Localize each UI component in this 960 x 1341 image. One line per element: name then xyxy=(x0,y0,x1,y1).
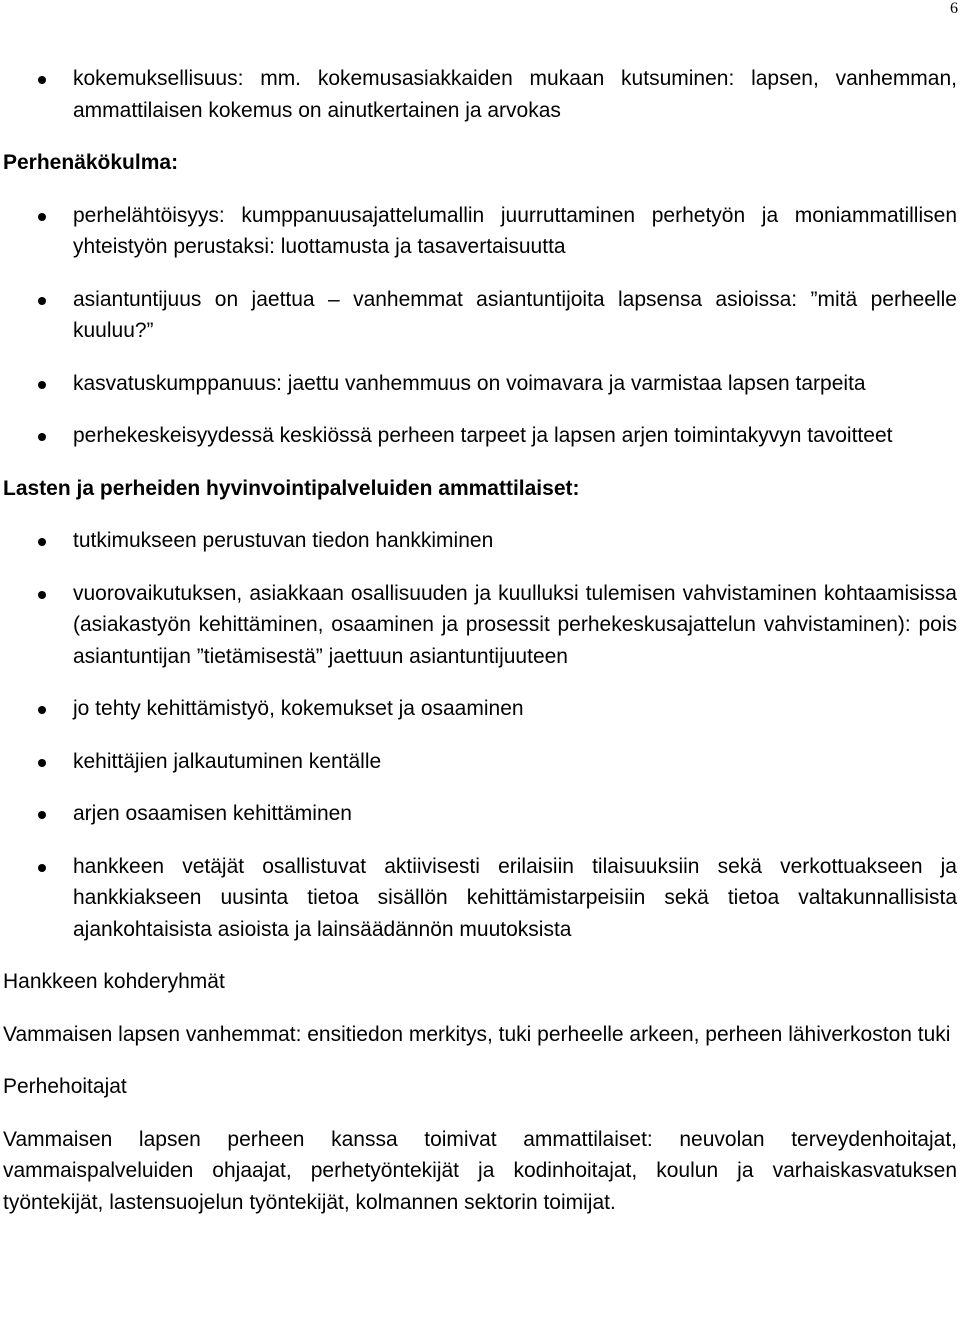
paragraph-professionals: Vammaisen lapsen perheen kanssa toimivat ammattilaiset: neuvolan terveydenhoitajat, vammaispalveluiden ohjaajat, perhetyöntekijät ja kodinhoitajat, koulun ja varhaiskasvatuksen työntekijät, lastensuojelun työntekijät, kolmannen sektorin toimijat. xyxy=(3,1127,957,1214)
bullet-icon xyxy=(38,213,46,221)
list-item xyxy=(3,851,957,946)
list-item-text: tutkimukseen perustuvan tiedon hankkiminen xyxy=(73,529,494,552)
list-item-text: kokemuksellisuus: mm. kokemusasiakkaiden mukaan kutsuminen: lapsen, vanhemman, ammattilaisen kokemus on ainutkertainen ja arvokas xyxy=(73,67,957,122)
list-item xyxy=(3,284,957,347)
list-item-text: vuorovaikutuksen, asiakkaan osallisuuden ja kuulluksi tulemisen vahvistaminen kohtaamisissa (asiakastyön kehittäminen, osaaminen ja prosessit perhekeskusajattelun vahvistaminen): pois asiantuntijan ”tietämisestä” jaettuun asiantuntijuuteen xyxy=(73,581,957,668)
bullet-icon xyxy=(38,433,46,441)
list-item xyxy=(3,578,957,673)
list-item-text: asiantuntijuus on jaettua – vanhemmat asiantuntijoita lapsensa asioissa: ”mitä perheelle kuuluu?” xyxy=(73,287,957,342)
list-item-text: arjen osaamisen kehittäminen xyxy=(73,802,352,825)
list-item xyxy=(3,525,957,557)
list-item-text: hankkeen vetäjät osallistuvat aktiivisesti erilaisiin tilaisuuksiin sekä verkottuakseen ja hankkiakseen uusinta tietoa sisällön kehittämistarpeisiin sekä tietoa valtakunnallisista ajankohtaisista asioista ja lainsäädännön muutoksista xyxy=(73,854,957,941)
bullet-icon xyxy=(38,591,46,599)
section-heading-target-groups: Hankkeen kohderyhmät xyxy=(3,970,225,993)
bullet-list-family-perspective xyxy=(3,200,957,452)
list-item-text: jo tehty kehittämistyö, kokemukset ja osaaminen xyxy=(73,697,524,720)
list-item xyxy=(3,200,957,263)
bullet-icon xyxy=(38,811,46,819)
section-heading-professionals: Lasten ja perheiden hyvinvointipalveluiden ammattilaiset: xyxy=(3,476,580,500)
bullet-icon xyxy=(38,759,46,767)
bullet-list-experience xyxy=(3,63,957,126)
list-item-text: kasvatuskumppanuus: jaettu vanhemmuus on voimavara ja varmistaa lapsen tarpeita xyxy=(73,371,866,395)
paragraph-parents: Vammaisen lapsen vanhemmat: ensitiedon merkitys, tuki perheelle arkeen, perheen lähiverkoston tuki xyxy=(3,1022,951,1046)
bullet-list-professionals xyxy=(3,525,957,945)
list-item xyxy=(3,693,957,725)
list-item xyxy=(3,368,957,400)
list-item-text: perhelähtöisyys: kumppanuusajattelumallin juurruttaminen perhetyön ja moniammatillisen yhteistyön perustaksi: luottamusta ja tasavertaisuutta xyxy=(73,203,957,258)
list-item xyxy=(3,746,957,778)
bullet-icon xyxy=(38,297,46,305)
bullet-icon xyxy=(38,864,46,872)
list-item xyxy=(3,420,957,452)
page-number: 6 xyxy=(950,0,958,17)
list-item xyxy=(3,798,957,830)
section-heading-family-perspective: Perhenäkökulma: xyxy=(3,151,179,174)
bullet-icon xyxy=(38,706,46,714)
document-body xyxy=(3,63,957,1218)
list-item xyxy=(3,63,957,126)
bullet-icon xyxy=(38,381,46,389)
list-item-text: perhekeskeisyydessä keskiössä perheen tarpeet ja lapsen arjen toimintakyvyn tavoitteet xyxy=(73,424,893,447)
bullet-icon xyxy=(38,76,46,84)
list-item-text: kehittäjien jalkautuminen kentälle xyxy=(73,749,382,773)
paragraph-family-carers: Perhehoitajat xyxy=(3,1075,127,1098)
bullet-icon xyxy=(38,538,46,546)
